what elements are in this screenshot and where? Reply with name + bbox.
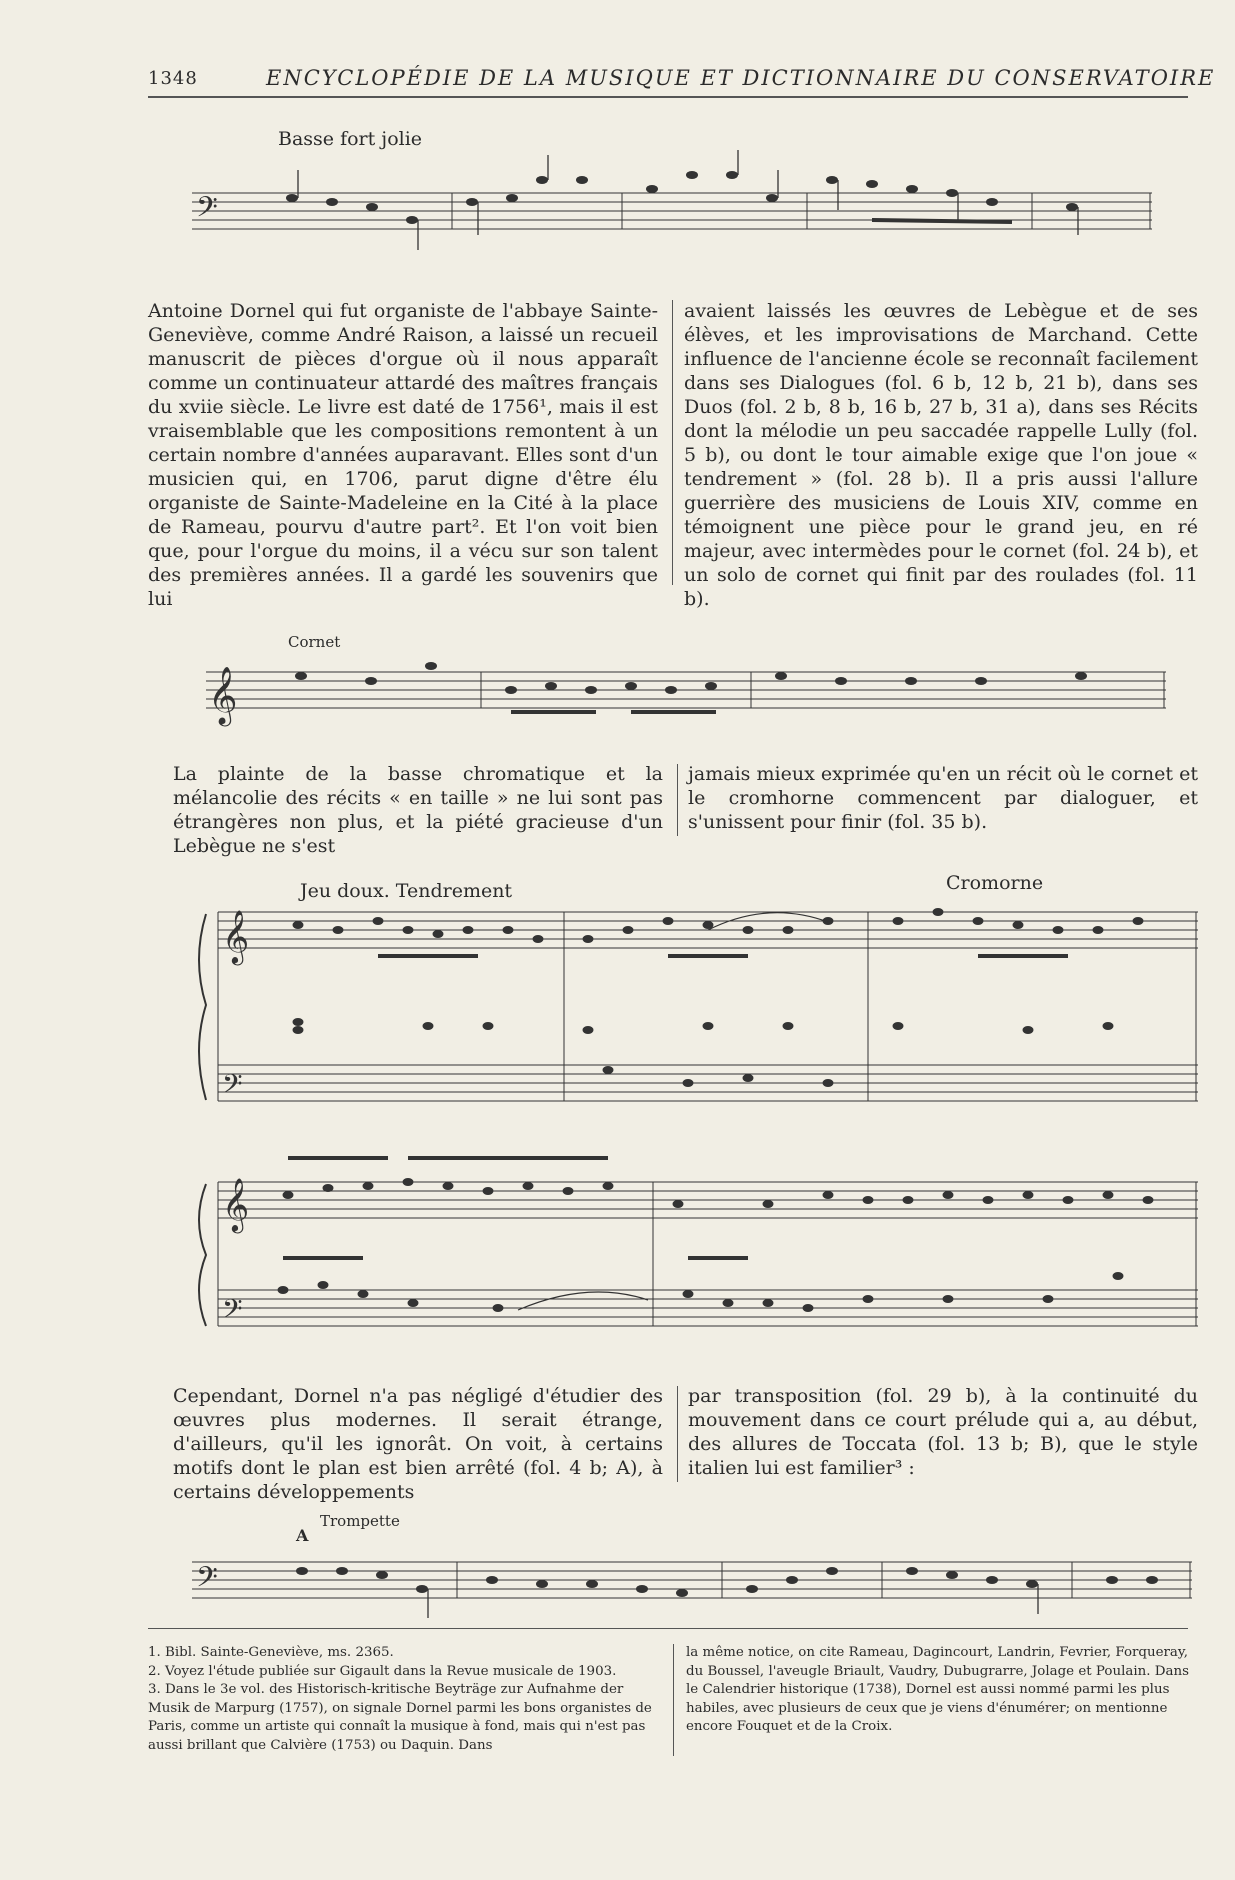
svg-text:𝄞: 𝄞	[222, 1177, 250, 1231]
example-3-caption-right: Cromorne	[946, 872, 1044, 894]
paragraph-2-right-text: jamais mieux exprimée qu'en un récit où le cornet et le cromhorne commencent par dialoguer, et s'unissent pour finir (fol. 35 b).	[688, 763, 1198, 833]
svg-text:𝄢: 𝄢	[222, 1068, 243, 1106]
paragraph-2-right	[688, 762, 1198, 834]
music-example-5	[192, 1540, 1192, 1620]
column-divider-2	[677, 764, 678, 836]
svg-text:𝄢: 𝄢	[196, 1561, 218, 1601]
footnote-rule	[148, 1628, 1188, 1629]
svg-text:𝄢: 𝄢	[222, 1293, 243, 1331]
music-example-2	[206, 650, 1166, 740]
footnotes-right	[686, 1644, 1198, 1737]
column-divider-1	[672, 300, 673, 585]
example-5-letter: A	[296, 1526, 309, 1545]
paragraph-3-right	[688, 1384, 1198, 1480]
example-2-caption: Cornet	[288, 633, 341, 651]
paragraph-3-left	[173, 1384, 663, 1504]
paragraph-1-left-text: Antoine Dornel qui fut organiste de l'abbaye Sainte-Geneviève, comme André Raison, a laissé un recueil manuscrit de pièces d'orgue où il nous apparaît comme un continuateur attardé des maîtres français du xviie siècle. Le livre est daté de 1756¹, mais il est vraisemblable que les compositions remontent à un certain nombre d'années auparavant. Elles sont d'un musicien qui, en 1706, parut digne d'être élu organiste de Sainte-Madeleine en la Cité à la place de Rameau, pourvu d'autre part². Et l'on voit bien que, pour l'orgue du moins, il a vécu sur son talent des premières années. Il a gardé les souvenirs que lui	[148, 300, 658, 610]
page-number: 1348	[148, 68, 198, 89]
paragraph-3-left-text: Cependant, Dornel n'a pas négligé d'étudier des œuvres plus modernes. Il serait étrange, d'ailleurs, qu'il les ignorât. On voit, à certains motifs dont le plan est bien arrêté (fol. 4 b; A), à certains développements	[173, 1385, 663, 1503]
paragraph-3-right-text: par transposition (fol. 29 b), à la continuité du mouvement dans ce court prélude qui a, au début, des allures de Toccata (fol. 13 b; B), que le style italien lui est familier³ :	[688, 1385, 1198, 1479]
footnote-3-continued: la même notice, on cite Rameau, Dagincourt, Landrin, Fevrier, Forqueray, du Boussel, l'aveugle Briault, Vaudry, Dubugrarre, Jolage et Poulain. Dans le Calendrier historique (1738), Dornel est aussi nommé parmi les plus habiles, avec plusieurs de ceux que je viens d'énumérer; on mentionne encore Fouquet et de la Croix.	[686, 1645, 1189, 1734]
example-1-caption: Basse fort jolie	[278, 128, 423, 150]
svg-text:𝄞: 𝄞	[222, 909, 250, 963]
music-example-1	[192, 150, 1152, 260]
footnotes-left	[148, 1644, 664, 1755]
paragraph-1-right-text: avaient laissés les œuvres de Lebègue et de ses élèves, et les improvisations de Marchand. Cette influence de l'ancienne école se reconnaît facilement dans ses Dialogues (fol. 6 b, 12 b, 21 b), dans ses Duos (fol. 2 b, 8 b, 16 b, 27 b, 31 a), dans ses Récits dont la mélodie un peu saccadée rappelle Lully (fol. 5 b), ou dont le tour aimable exige que l'on joue « tendrement » (fol. 28 b). Il a pris aussi l'allure guerrière des musiciens de Louis XIV, comme en témoignent une pièce pour le grand jeu, en ré majeur, avec intermèdes pour le cornet (fol. 24 b), et un solo de cornet qui finit par des roulades (fol. 11 b).	[684, 300, 1198, 610]
footnote-2: 2. Voyez l'étude publiée sur Gigault dans la Revue musicale de 1903.	[148, 1663, 617, 1679]
paragraph-2-left-text: La plainte de la basse chromatique et la mélancolie des récits « en taille » ne lui sont pas étrangères non plus, et la piété gracieuse d'un Lebègue ne s'est	[173, 763, 663, 857]
example-3-caption-left: Jeu doux. Tendrement	[300, 880, 513, 902]
paragraph-1-left	[148, 299, 658, 611]
music-example-3	[188, 900, 1198, 1120]
svg-text:𝄞: 𝄞	[208, 666, 238, 724]
footnote-3: 3. Dans le 3e vol. des Historisch-kritische Beyträge zur Aufnahme der Musik de Marpurg (1757), on signale Dornel parmi les bons organistes de Paris, comme un artiste qui connaît la musique à fond, mais qui n'est pas aussi brillant que Calvière (1753) ou Daquin. Dans	[148, 1682, 652, 1753]
page-header	[148, 62, 1216, 98]
paragraph-1-right	[684, 299, 1198, 611]
paragraph-2-left	[173, 762, 663, 858]
example-5-caption: Trompette	[320, 1512, 400, 1530]
footnote-1: 1. Bibl. Sainte-Geneviève, ms. 2365.	[148, 1645, 394, 1660]
footnote-column-divider	[673, 1644, 674, 1756]
running-title: ENCYCLOPÉDIE DE LA MUSIQUE ET DICTIONNAIRE DU CONSERVATOIRE	[266, 66, 1216, 90]
column-divider-3	[677, 1386, 678, 1482]
music-example-4	[188, 1140, 1198, 1350]
svg-text:𝄢: 𝄢	[196, 191, 218, 231]
